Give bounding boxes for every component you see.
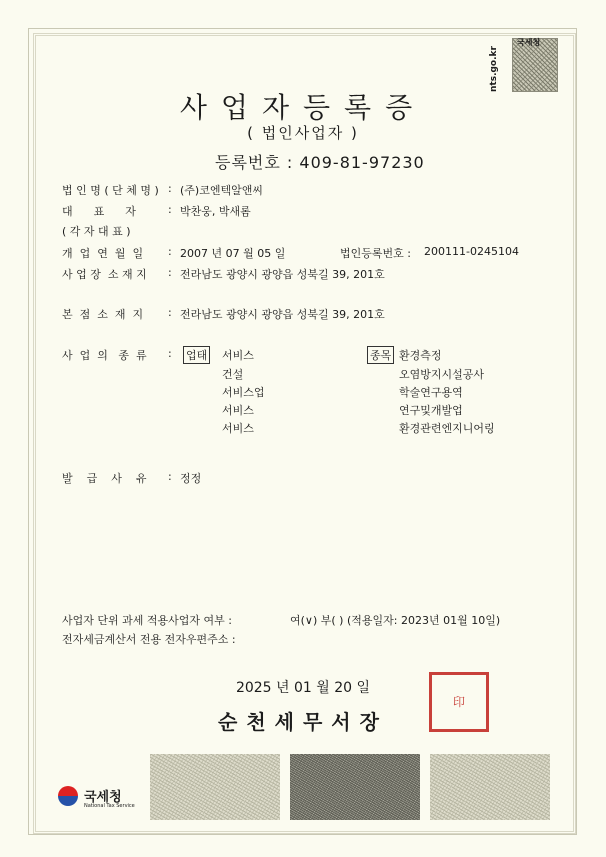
site-label: nts.go.kr xyxy=(489,46,499,92)
type-item: 서비스업 xyxy=(222,386,265,399)
corp-reg-label: 법인등록번호 : xyxy=(340,247,411,260)
hq-addr-label: 본 점 소 재 지 xyxy=(62,308,144,321)
issue-label: 발 급 사 유 xyxy=(62,472,147,485)
type-item: 서비스 xyxy=(222,404,254,417)
item-entry: 연구및개발업 xyxy=(399,404,463,417)
document-title: 사업자등록증 xyxy=(179,91,427,124)
corp-name-value: (주)코엔텍알앤씨 xyxy=(180,184,263,197)
rep-label: 대 표 자 xyxy=(62,205,136,218)
biz-type-label: 사 업 의 종 류 xyxy=(62,349,147,362)
biz-addr-label: 사 업 장 소 재 지 xyxy=(62,268,147,281)
email-label: 전자세금계산서 전용 전자우편주소 : xyxy=(62,633,236,646)
security-pattern xyxy=(430,754,550,820)
tax-office-name: 순천세무서장 xyxy=(218,710,388,734)
issue-date: 2025 년 01 월 20 일 xyxy=(235,680,371,696)
biz-addr-value: 전라남도 광양시 광양읍 성북길 39, 201호 xyxy=(180,268,385,281)
agency-name: 국세청 xyxy=(84,790,122,805)
type-item: 서비스 xyxy=(222,422,254,435)
unit-tax-value: 여(∨) 부( ) (적용일자: 2023년 01월 10일) xyxy=(290,614,501,627)
item-tag: 종목 xyxy=(367,346,394,364)
type-item: 건설 xyxy=(222,368,244,381)
item-entry: 오염방지시설공사 xyxy=(399,368,485,381)
item-entry: 환경관련엔지니어링 xyxy=(399,422,495,435)
document-subtitle: ( 법인사업자 ) xyxy=(247,124,359,142)
official-seal-image: 印 xyxy=(429,672,489,732)
security-pattern xyxy=(150,754,280,820)
corp-name-label: 법 인 명 ( 단 체 명 ) xyxy=(62,184,159,197)
stamp-label: 국세청 xyxy=(517,38,541,47)
item-entry: 환경측정 xyxy=(399,349,442,362)
item-entry: 학술연구용역 xyxy=(399,386,463,399)
unit-tax-label: 사업자 단위 과세 적용사업자 여부 : xyxy=(62,614,232,627)
each-rep-label: ( 각 자 대 표 ) xyxy=(62,225,131,238)
corp-reg-value: 200111-0245104 xyxy=(424,245,519,258)
rep-value: 박찬웅, 박새롬 xyxy=(180,205,251,218)
registration-number: 등록번호 : 409-81-97230 xyxy=(215,153,425,172)
open-date-value: 2007 년 07 월 05 일 xyxy=(180,247,286,260)
issue-value: 정정 xyxy=(180,472,202,485)
type-tag: 업태 xyxy=(183,346,210,364)
hq-addr-value: 전라남도 광양시 광양읍 성북길 39, 201호 xyxy=(180,308,385,321)
type-item: 서비스 xyxy=(222,349,254,362)
nts-logo-icon xyxy=(58,786,78,806)
open-date-label: 개 업 연 월 일 xyxy=(62,247,144,260)
security-pattern xyxy=(290,754,420,820)
agency-name-en: National Tax Service xyxy=(84,803,135,809)
